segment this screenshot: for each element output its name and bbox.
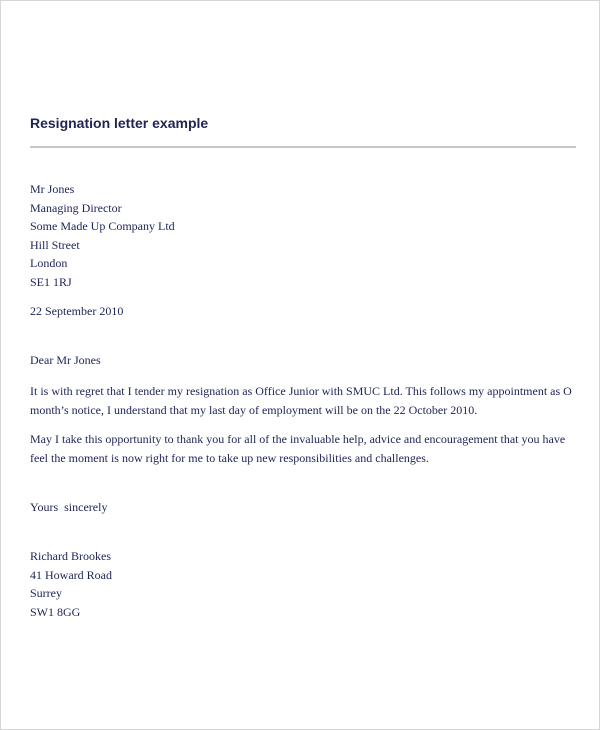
document-title: Resignation letter example — [30, 115, 209, 131]
body-paragraph-1 — [30, 382, 600, 420]
body-paragraph-2-line-2: feel the moment is now right for me to take up new responsibilities and challenges. — [30, 451, 429, 465]
sender-name: Richard Brookes — [30, 549, 111, 563]
title-divider — [30, 146, 576, 148]
sender-postcode: SW1 8GG — [30, 604, 81, 619]
recipient-city: London — [30, 256, 68, 270]
recipient-address — [30, 180, 175, 291]
closing: Yours sincerely — [30, 500, 108, 514]
recipient-company: Some Made Up Company Ltd — [30, 219, 175, 233]
body-paragraph-2-line-1: May I take this opportunity to thank you for all of the invaluable help, advice and encouragement that you have — [30, 432, 566, 446]
sender-county: Surrey — [30, 586, 62, 600]
body-paragraph-1-line-1: It is with regret that I tender my resignation as Office Junior with SMUC Ltd. This follows my appointment as O — [30, 384, 572, 398]
recipient-name: Mr Jones — [30, 182, 75, 196]
body-paragraph-2 — [30, 430, 600, 468]
sender-street: 41 Howard Road — [30, 567, 112, 582]
recipient-position: Managing Director — [30, 200, 122, 215]
body-paragraph-1-line-2: month’s notice, I understand that my last day of employment will be on the 22 October 2010. — [30, 403, 478, 417]
recipient-street: Hill Street — [30, 237, 80, 252]
recipient-postcode: SE1 1RJ — [30, 274, 72, 289]
sender-address — [30, 547, 112, 621]
letter-date: 22 September 2010 — [30, 304, 124, 318]
salutation: Dear Mr Jones — [30, 353, 101, 367]
